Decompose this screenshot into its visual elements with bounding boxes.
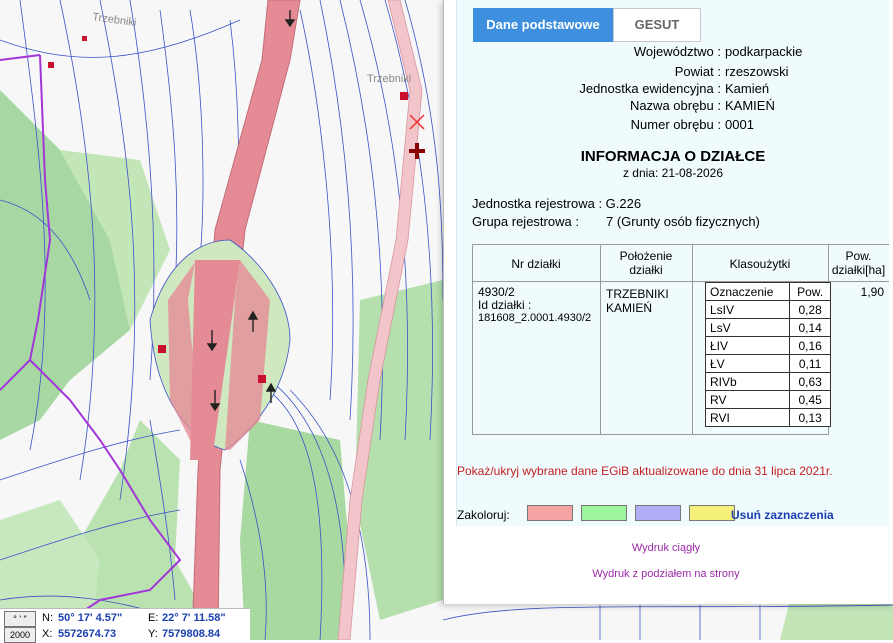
panel-content xyxy=(456,0,889,604)
table-row xyxy=(706,301,831,319)
registry-group-label: Grupa rejestrowa : xyxy=(472,214,579,229)
lat-label: N: xyxy=(42,612,53,624)
print-continuous-link[interactable]: Wydruk ciągły xyxy=(631,542,701,554)
colorize-label: Zakoloruj: xyxy=(457,508,510,522)
class-code: ŁIV xyxy=(706,337,790,355)
road-label: Trzebniki xyxy=(367,73,412,85)
admin-label: Numer obrębu : xyxy=(630,117,721,132)
header-landuse: Klasoużytki xyxy=(729,257,791,271)
color-swatch-green[interactable] xyxy=(581,505,627,521)
admin-label: Powiat : xyxy=(674,64,721,79)
table-row xyxy=(706,355,831,373)
admin-row xyxy=(457,98,721,116)
registry-unit: Jednostka rejestrowa : G.226 xyxy=(472,196,642,211)
coord-format-toggle[interactable]: ° ' " xyxy=(4,611,36,627)
registry-group-value: 7 (Grunty osób fizycznych) xyxy=(606,214,760,229)
header-area-1: Pow. xyxy=(845,249,872,263)
class-code: RVI xyxy=(706,409,790,427)
land-class-table xyxy=(705,282,831,427)
admin-value: rzeszowski xyxy=(725,64,789,79)
lon-label: E: xyxy=(148,612,159,624)
admin-label: Województwo : xyxy=(633,44,721,59)
class-code: LsV xyxy=(706,319,790,337)
admin-value: KAMIEŃ xyxy=(725,98,775,113)
class-area: 0,11 xyxy=(790,355,831,373)
table-row xyxy=(706,409,831,427)
y-label: Y: xyxy=(148,628,158,640)
print-options xyxy=(456,526,888,604)
parcel-info-panel xyxy=(443,0,893,604)
class-code: ŁV xyxy=(706,355,790,373)
parcel-id: 181608_2.0001.4930/2 xyxy=(478,312,592,324)
class-header-area: Pow. xyxy=(790,283,831,301)
header-location-2: działki xyxy=(629,263,663,277)
tab-dane-podstawowe[interactable]: Dane podstawowe xyxy=(473,8,613,42)
location-line-2: KAMIEŃ xyxy=(606,301,653,315)
class-area: 0,28 xyxy=(790,301,831,319)
admin-row xyxy=(457,64,721,82)
forest-area xyxy=(240,420,350,640)
class-area: 0,45 xyxy=(790,391,831,409)
class-area: 0,16 xyxy=(790,337,831,355)
admin-label: Jednostka ewidencyjna : xyxy=(579,81,721,96)
color-swatch-red[interactable] xyxy=(527,505,573,521)
color-swatch-blue[interactable] xyxy=(635,505,681,521)
y-value: 7579808.84 xyxy=(162,628,221,640)
class-code: RIVb xyxy=(706,373,790,391)
table-row xyxy=(706,373,831,391)
clear-selection-link[interactable]: Usuń zaznaczenia xyxy=(731,508,834,522)
tab-gesut[interactable]: GESUT xyxy=(613,8,701,42)
class-area: 0,13 xyxy=(790,409,831,427)
class-header-code: Oznaczenie xyxy=(706,283,790,301)
location-line-1: TRZEBNIKI xyxy=(606,287,669,301)
header-location-1: Położenie xyxy=(619,249,673,263)
color-swatch-yellow[interactable] xyxy=(689,505,735,521)
table-row xyxy=(706,319,831,337)
admin-row xyxy=(457,117,721,135)
admin-row xyxy=(457,81,721,99)
scale-toggle[interactable]: 2000 xyxy=(4,627,36,643)
egib-toggle-link[interactable]: Pokaż/ukryj wybrane dane EGiB aktualizowane do dnia 31 lipca 2021r. xyxy=(457,464,833,478)
parcel-number: 4930/2 xyxy=(478,285,515,299)
class-area: 0,63 xyxy=(790,373,831,391)
class-code: RV xyxy=(706,391,790,409)
admin-row xyxy=(457,44,721,62)
x-value: 5572674.73 xyxy=(58,628,117,640)
x-label: X: xyxy=(42,628,53,640)
road-label: Trzebniki xyxy=(91,11,138,30)
panel-title: INFORMACJA O DZIAŁCE xyxy=(580,148,766,165)
parcel-table xyxy=(472,244,889,435)
report-date: z dnia: 21-08-2026 xyxy=(622,166,724,180)
header-parcel: Nr działki xyxy=(511,257,561,271)
admin-value: podkarpackie xyxy=(725,44,803,59)
class-area: 0,14 xyxy=(790,319,831,337)
print-paged-link[interactable]: Wydruk z podziałem na strony xyxy=(592,568,740,580)
admin-label: Nazwa obrębu : xyxy=(629,98,721,113)
parcel-area: 1,90 xyxy=(860,285,884,299)
header-area-2: działki[ha] xyxy=(831,263,886,277)
class-code: LsIV xyxy=(706,301,790,319)
lat-value: 50° 17' 4.57" xyxy=(58,612,123,624)
lon-value: 22° 7' 11.58" xyxy=(162,612,226,624)
table-row xyxy=(706,337,831,355)
admin-value: 0001 xyxy=(725,117,754,132)
table-row xyxy=(706,391,831,409)
coordinate-bar xyxy=(0,608,250,641)
parcel-id-label: Id działki : xyxy=(478,298,532,312)
admin-value: Kamień xyxy=(725,81,770,96)
